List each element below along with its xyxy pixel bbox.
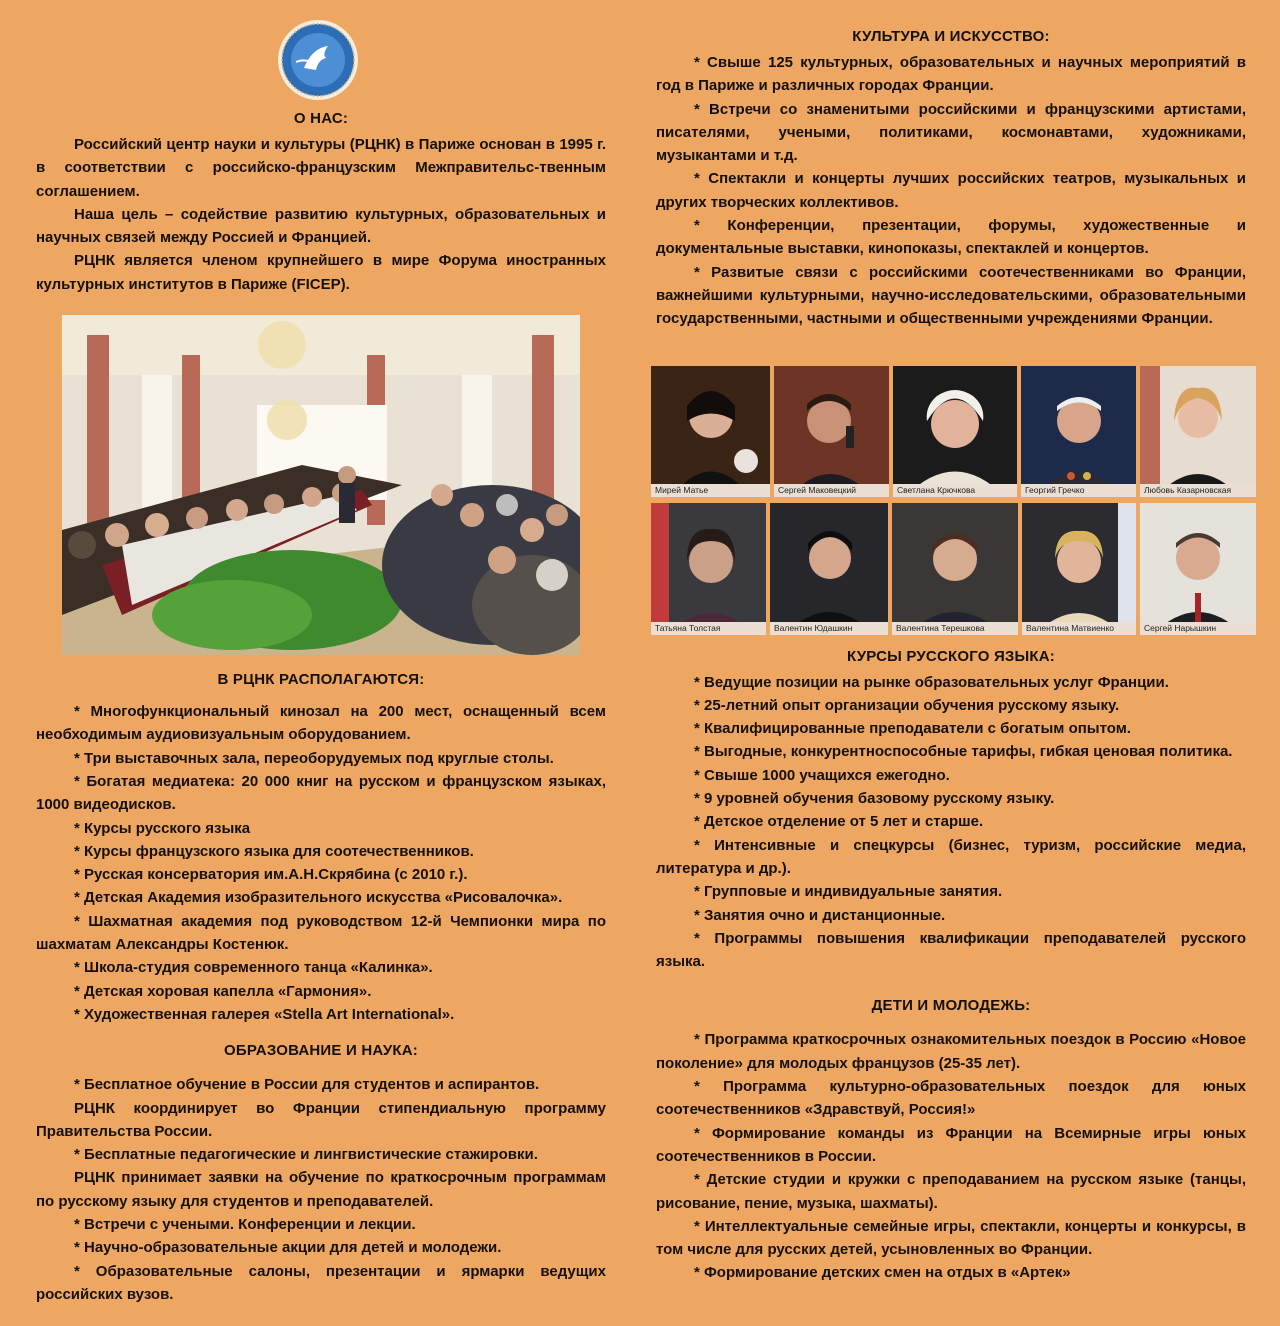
courses-heading: КУРСЫ РУССКОГО ЯЗЫКА: [847,647,1055,665]
portrait-caption: Георгий Гречко [1021,484,1136,497]
portrait-image [893,366,1017,497]
portrait [651,366,770,497]
list-item: * Свыше 125 культурных, образовательных и научных мероприятий в год в Париже и различных городах Франции. [656,54,1246,95]
list-item: * Выгодные, конкурентноспособные тарифы, гибкая ценовая политика. [694,743,1233,761]
portrait [651,503,766,635]
list-item: * Формирование детских смен на отдых в «Артек» [694,1264,1071,1282]
portrait [1021,366,1136,497]
portrait-caption: Татьяна Толстая [651,622,766,635]
portrait-caption: Светлана Крючкова [893,484,1017,497]
about-paragraph: Наша цель – содействие развитию культурных, образовательных и научных связей между Россией и Францией. [36,205,606,247]
list-item: * 9 уровней обучения базовому русскому языку. [694,790,1055,808]
portrait-image [892,503,1018,635]
portrait-image [1140,366,1256,497]
list-item: РЦНК принимает заявки на обучение по краткосрочным программам по русскому языку для студентов и преподавателей. [36,1169,606,1210]
list-item: * Программа культурно-образовательных поездок для юных соотечественников «Здравствуй, Россия!» [656,1078,1246,1119]
list-item: * Развитые связи с российскими соотечественниками во Франции, важнейшими культурными, научно-исследовательскими, образовательными государственными, частными и общественными учреждениями Франции. [656,263,1246,328]
list-item: * Занятия очно и дистанционные. [694,906,946,924]
about-paragraph: РЦНК является членом крупнейшего в мире Форума иностранных культурных институтов в Париже (FICEP). [36,252,606,293]
located-list [36,700,606,1026]
portrait-grid [651,366,1256,635]
about-heading: О НАС: [293,110,349,127]
youth-list [656,1028,1246,1284]
culture-heading: КУЛЬТУРА И ИСКУССТВО: [852,28,1050,45]
list-item: * Квалифицированные преподаватели с богатым опытом. [694,720,1131,738]
list-item: * Бесплатное обучение в России для студентов и аспирантов. [74,1076,540,1094]
portrait-image [770,503,888,635]
conference-hall-photo [62,315,580,655]
portrait [1022,503,1136,635]
portrait-image [774,366,889,497]
list-item: * Интеллектуальные семейные игры, спектакли, концерты и конкурсы, в том числе для русских детей, усыновленных во Франции. [656,1217,1246,1259]
portrait-caption: Валентина Матвиенко [1022,622,1136,635]
portrait-caption: Любовь Казарновская [1140,484,1256,497]
list-item: * Встречи с учеными. Конференции и лекции. [74,1216,416,1234]
list-item: * Свыше 1000 учащихся ежегодно. [694,766,950,784]
right-column [656,0,1246,1285]
portrait-image [1022,503,1136,635]
portrait-image [651,366,770,497]
list-item: * Детская Академия изобразительного искусства «Рисовалочка». [74,889,563,907]
list-item: * Интенсивные и спецкурсы (бизнес, туризм, российские медиа, литература и др.). [656,836,1246,877]
about-text [36,133,606,296]
portrait-caption: Валентина Терешкова [892,622,1018,635]
list-item: * Детские студии и кружки с преподаванием на русском языке (танцы, рисование, пение, музыка, шахматы). [656,1171,1246,1212]
list-item: * Групповые и индивидуальные занятия. [694,883,1003,901]
portrait-caption: Сергей Нарышкин [1140,622,1256,635]
list-item: * Бесплатные педагогические и лингвистические стажировки. [74,1146,538,1164]
list-item: * Три выставочных зала, переоборудуемых под круглые столы. [74,749,554,767]
portrait-image [1021,366,1136,497]
list-item: * Формирование команды из Франции на Всемирные игры юных соотечественников в России. [656,1124,1246,1165]
list-item: * Ведущие позиции на рынке образовательных услуг Франции. [694,673,1169,691]
culture-list [656,51,1246,331]
list-item: * 25-летний опыт организации обучения русскому языку. [694,696,1120,714]
list-item: * Богатая медиатека: 20 000 книг на русском и французском языках, 1000 видеодисков. [36,772,606,814]
list-item: * Курсы русского языка [74,819,251,837]
located-heading: В РЦНК РАСПОЛАГАЮТСЯ: [217,671,425,689]
list-item: * Школа-студия современного танца «Калинка». [74,959,433,977]
youth-heading: ДЕТИ И МОЛОДЕЖЬ: [871,997,1031,1015]
courses-list [656,671,1246,974]
portrait-image [651,503,766,635]
list-item: * Встречи со знаменитыми российскими и французскими артистами, писателями, учеными, политиками, космонавтами, художниками, музыкантами и т.д. [656,100,1246,165]
portrait [774,366,889,497]
list-item: * Русская консерватория им.А.Н.Скрябина (с 2010 г.). [74,866,468,884]
education-list [36,1073,606,1306]
list-item: * Программы повышения квалификации преподавателей русского языка. [656,929,1246,971]
list-item: * Курсы французского языка для соотечественников. [74,842,474,860]
portrait [892,503,1018,635]
list-item: * Научно-образовательные акции для детей и молодежи. [74,1239,502,1257]
list-item: * Спектакли и концерты лучших российских театров, музыкальных и других творческих коллективов. [656,170,1246,211]
list-item: * Многофункциональный кинозал на 200 мест, оснащенный всем необходимым аудиовизуальным оборудованием. [36,703,606,744]
list-item: * Конференции, презентации, форумы, художественные и документальные выставки, кинопоказы, спектаклей и концертов. [656,217,1246,258]
list-item: * Шахматная академия под руководством 12-й Чемпионки мира по шахматам Александры Костенюк. [36,912,606,954]
list-item: * Художественная галерея «Stella Art International». [74,1005,455,1023]
list-item: * Программа краткосрочных ознакомительных поездок в Россию «Новое поколение» для молодых французов (25-35 лет). [656,1031,1246,1072]
portrait [893,366,1017,497]
education-heading: ОБРАЗОВАНИЕ И НАУКА: [224,1042,418,1060]
about-paragraph: Российский центр науки и культуры (РЦНК) в Париже основан в 1995 г. в соответствии с российско-французским Межправительс-твенным соглашением. [36,136,606,200]
list-item: РЦНК координирует во Франции стипендиальную программу Правительства России. [36,1099,606,1140]
list-item: * Детская хоровая капелла «Гармония». [74,982,372,1000]
portrait-caption: Мирей Матье [651,484,770,497]
list-item: * Детское отделение от 5 лет и старше. [694,813,984,831]
list-item: * Образовательные салоны, презентации и ярмарки ведущих российских вузов. [36,1262,606,1303]
portrait-caption: Сергей Маковецкий [774,484,889,497]
portrait [770,503,888,635]
portrait-caption: Валентин Юдашкин [770,622,888,635]
portrait-image [1140,503,1256,635]
portrait [1140,503,1256,635]
portrait [1140,366,1256,497]
